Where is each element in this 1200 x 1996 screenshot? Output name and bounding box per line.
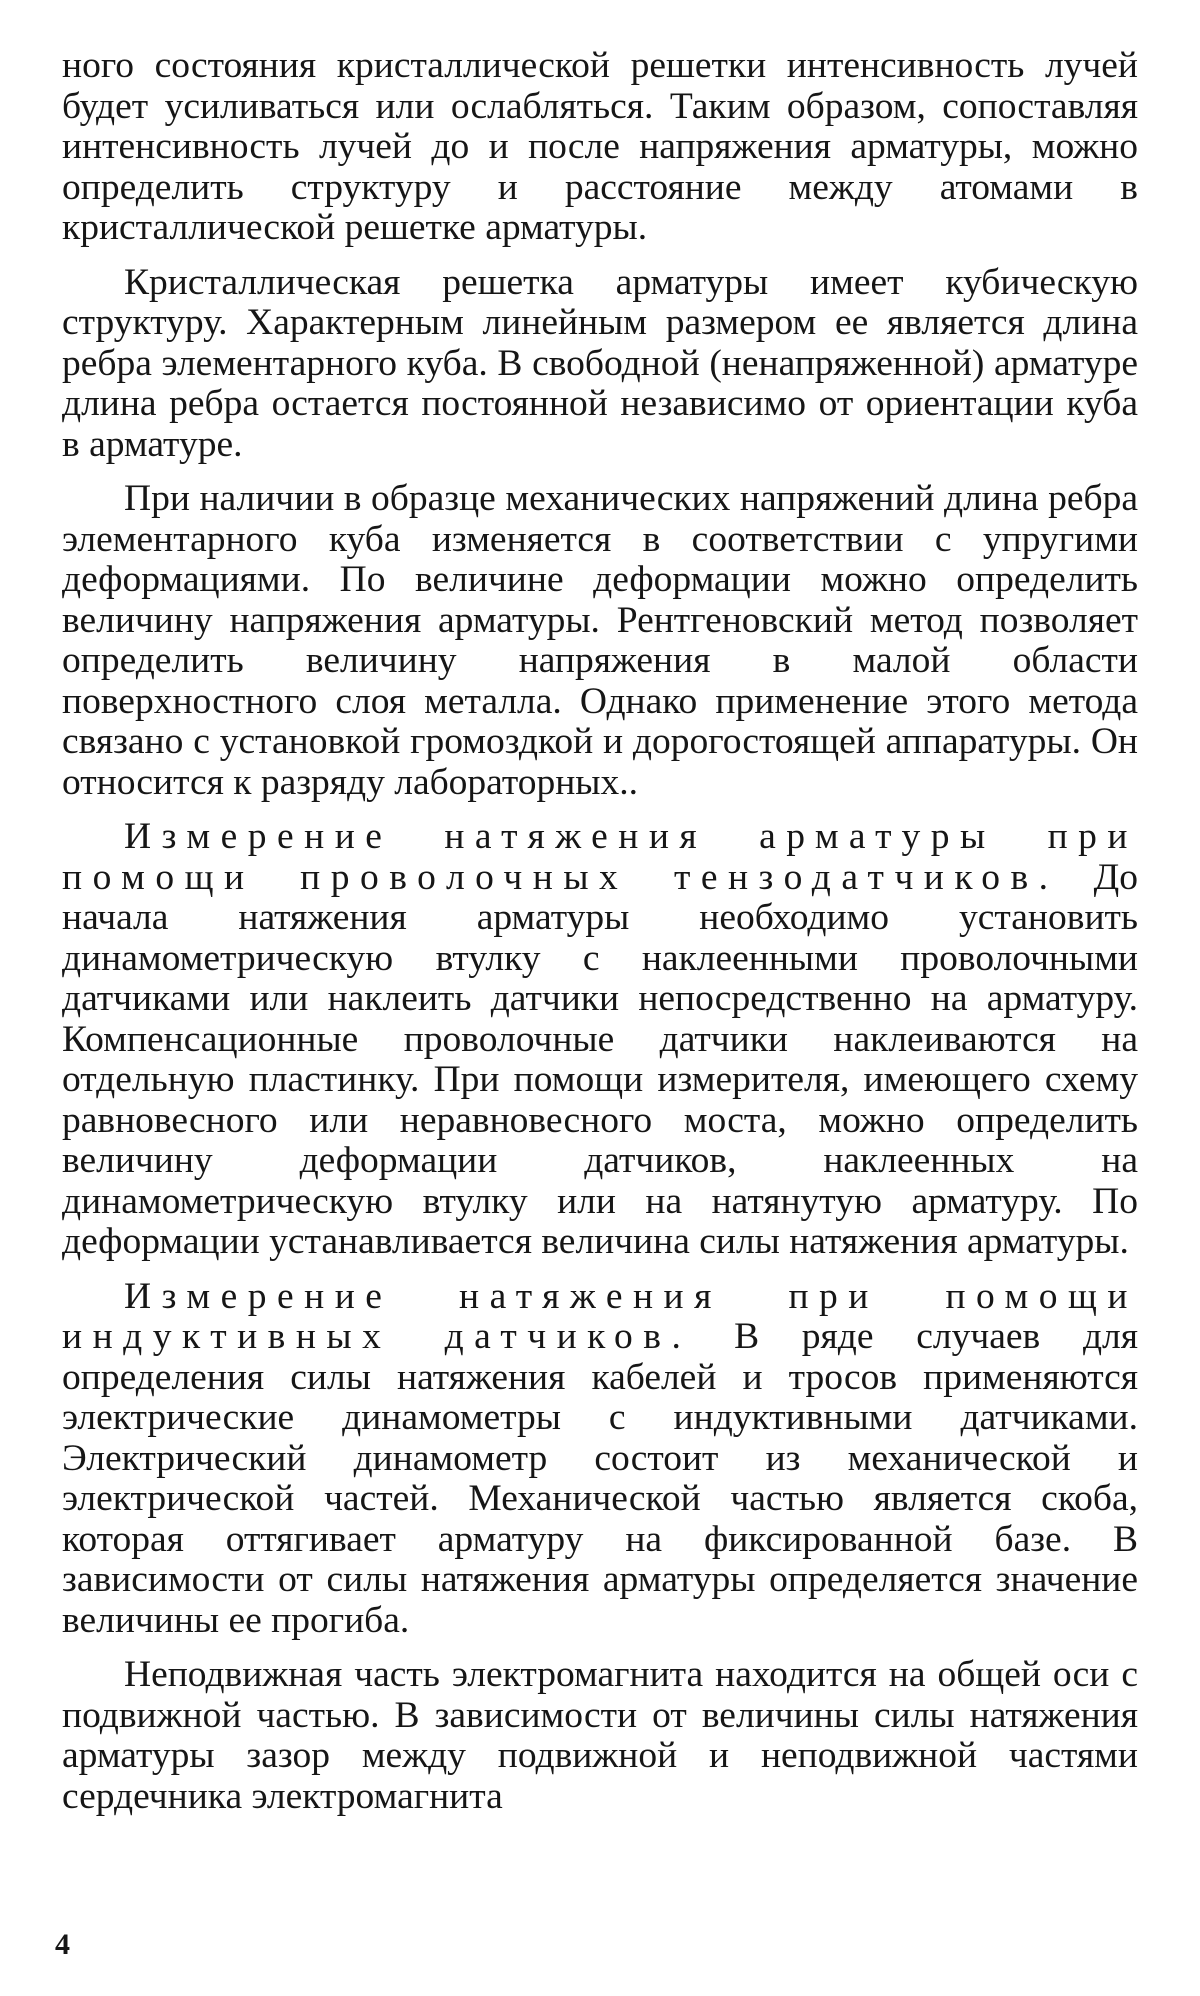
paragraph-4-text: До начала натяжения арматуры необходимо установить динамометрическую втулку с наклеенными проволочными датчиками или наклеить датчики непосредственно на арматуру. Компенсационные проволочные датчики наклеиваются на отдельную пластинку. При помощи измерителя, имеющего схему равновесного или неравновесного моста, можно определить величину деформации датчиков, наклеенных на динамометрическую втулку или на натянутую арматуру. По деформации устанавливается величина силы натяжения арматуры. [62,856,1139,1262]
paragraph-6-text: Неподвижная часть электромагнита находится на общей оси с подвижной частью. В зависимости от величины силы натяжения арматуры зазор между подвижной и неподвижной частями сердечника электромагнита [62,1654,1138,1817]
paragraph-4 [62,817,1138,1263]
paragraph-2-text: Кристаллическая решетка арматуры имеет кубическую структуру. Характерным линейным размером ее является длина ребра элементарного куба. В свободной (ненапряженной) арматуре длина ребра остается постоянной независимо от ориентации куба в арматуре. [62,261,1138,465]
section-heading-wire-strain-gauges: Измерение натяжения арматуры при помощи проволочных тензодатчиков. [62,816,1138,898]
paragraph-3-text: При наличии в образце механических напряжений длина ребра элементарного куба изменяется в соответствии с упругими деформациями. По величине деформации можно определить величину напряжения арматуры. Рентгеновский метод позволяет определить величину напряжения в малой области поверхностного слоя металла. Однако применение этого метода связано с установкой громоздкой и дорогостоящей аппаратуры. Он относится к разряду лабораторных.. [62,478,1138,803]
body-text [62,46,1138,1831]
paragraph-1-text: ного состояния кристаллической решетки интенсивность лучей будет усиливаться или ослабляться. Таким образом, сопоставляя интенсивность лучей до и после напряжения арматуры, можно определить структуру и расстояние между атомами в кристаллической решетке арматуры. [62,45,1138,248]
paragraph-1 [62,46,1138,249]
paragraph-5 [62,1277,1138,1642]
paragraph-6 [62,1655,1138,1817]
section-heading-inductive-sensors: Измерение натяжения при помощи индуктивных датчиков. [62,1275,1138,1357]
paragraph-5-text: В ряде случаев для определения силы натяжения кабелей и тросов применяются электрические динамометры с индуктивными датчиками. Электрический динамометр состоит из механической и электрической частей. Механической частью является скоба, которая оттягивает арматуру на фиксированной базе. В зависимости от силы натяжения арматуры определяется значение величины ее прогиба. [62,1316,1138,1641]
paragraph-2 [62,263,1138,466]
page-number: 4 [55,1928,70,1961]
paragraph-3 [62,479,1138,803]
